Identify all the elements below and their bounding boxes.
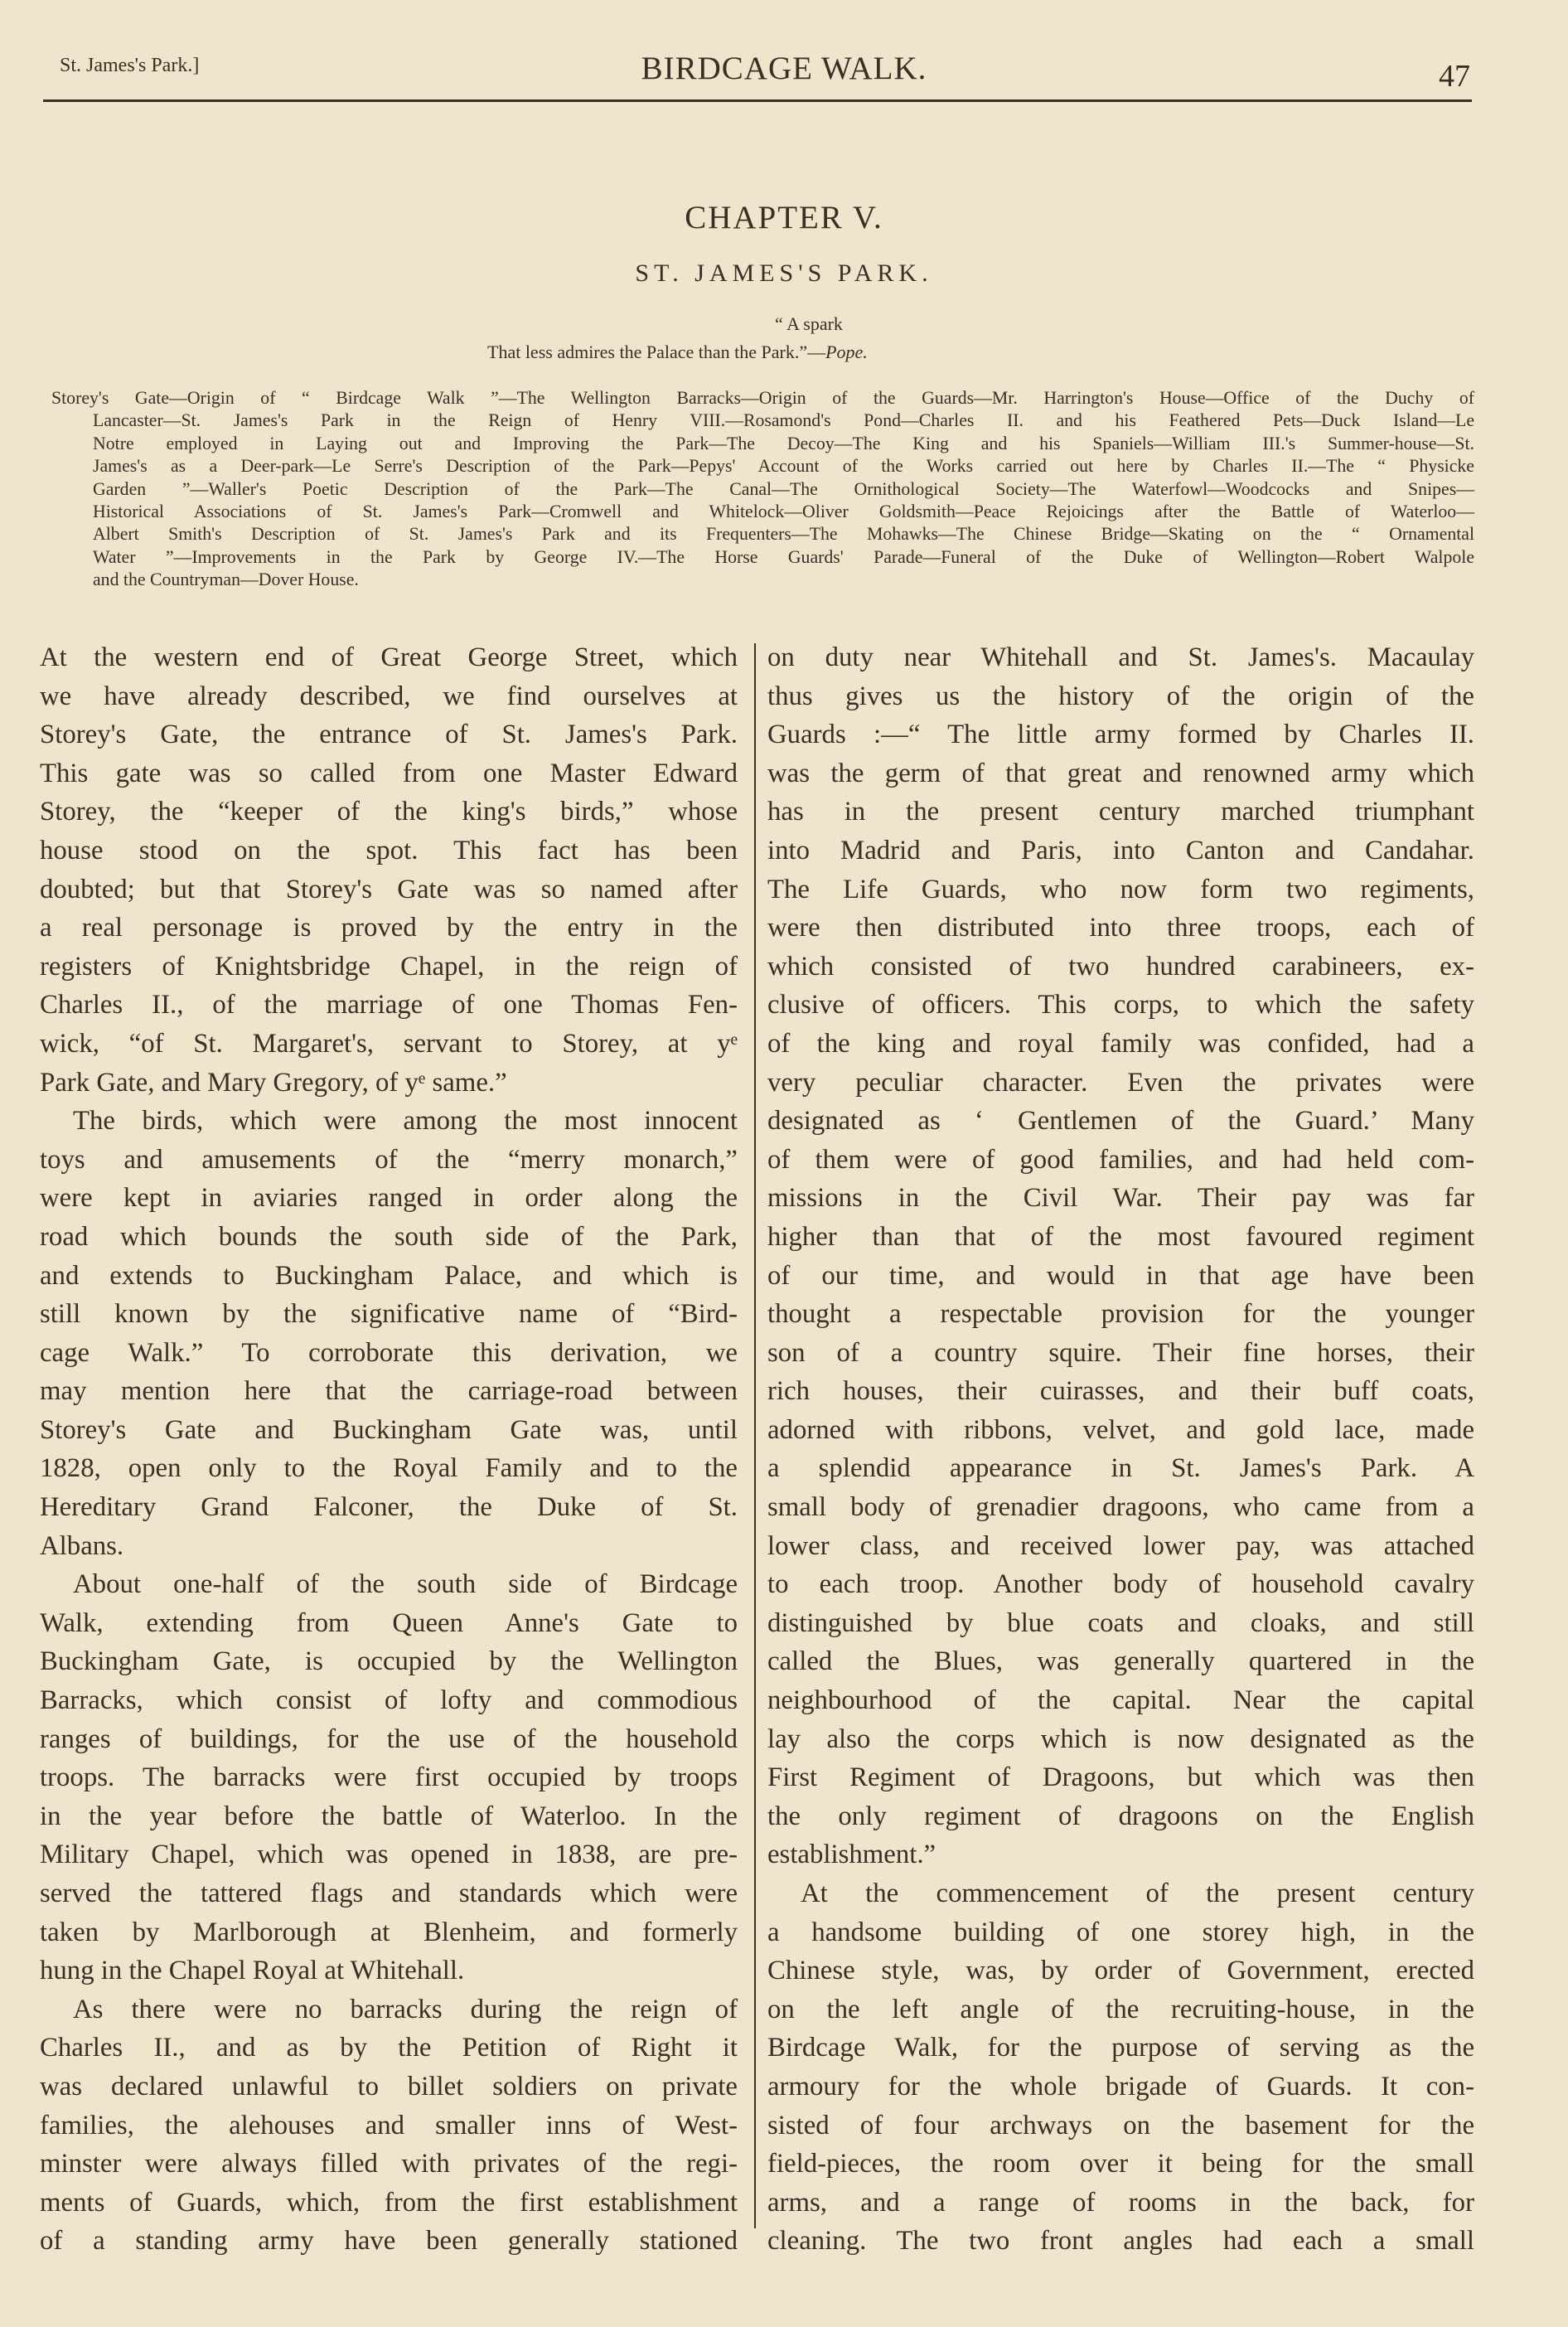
text-line: Military Chapel, which was opened in 1838, are pre- (40, 1840, 738, 1870)
text-line: distinguished by blue coats and cloaks, and still (767, 1607, 1474, 1638)
synopsis-line: Lancaster—St. James's Park in the Reign of Henry VIII.—Rosamond's Pond—Charles II. and his Feathered Pets—Duck Island—Le (93, 410, 1474, 431)
chapter-synopsis (51, 387, 1474, 592)
text-line: were then distributed into three troops, each of (767, 913, 1474, 943)
text-line: Birdcage Walk, for the purpose of serving as the (767, 2033, 1474, 2063)
text-line: sisted of four archways on the basement for the (767, 2110, 1474, 2140)
text-line: armoury for the whole brigade of Guards. It con- (767, 2071, 1474, 2102)
chapter-number: CHAPTER V. (685, 200, 883, 235)
text-line: doubted; but that Storey's Gate was so named after (40, 874, 738, 904)
text-line: hung in the Chapel Royal at Whitehall. (40, 1956, 465, 1986)
text-line: were kept in aviaries ranged in order along the (40, 1183, 738, 1214)
text-line: Storey, the “keeper of the king's birds,” whose (40, 797, 738, 827)
text-line: on the left angle of the recruiting-house, in the (767, 1994, 1474, 2024)
synopsis-line: Garden ”—Waller's Poetic Description of the Park—The Canal—The Ornithological Society—The Waterfowl—Woodcocks and Snipes— (93, 478, 1474, 499)
text-line: the only regiment of dragoons on the English (767, 1801, 1474, 1831)
text-line: establishment.” (767, 1840, 936, 1870)
text-line: Walk, extending from Queen Anne's Gate to (40, 1607, 738, 1638)
text-line: Charles II., and as by the Petition of Right it (40, 2033, 738, 2063)
running-header-section: St. James's Park.] (60, 55, 200, 76)
text-line: Albans. (40, 1530, 124, 1561)
synopsis-line: Notre employed in Laying out and Improving the Park—The Decoy—The King and his Spaniels—William III.'s Summer-house—St. (93, 433, 1474, 453)
text-line: cage Walk.” To corroborate this derivation, we (40, 1337, 738, 1368)
page-number: 47 (1439, 59, 1470, 94)
header-rule (43, 99, 1472, 102)
text-line: Storey's Gate, the entrance of St. James's Park. (40, 720, 738, 750)
text-line: of a standing army have been generally stationed (40, 2226, 738, 2257)
epigraph-line-1: “ A spark (775, 313, 843, 334)
text-line: wick, “of St. Margaret's, servant to Storey, at yᵉ (40, 1028, 738, 1059)
text-line: At the western end of Great George Street, which (40, 642, 738, 672)
text-line: was declared unlawful to billet soldiers on private (40, 2071, 738, 2102)
synopsis-line: Albert Smith's Description of St. James's Park and its Frequenters—The Mohawks—The Chinese Bridge—Skating on the “ Ornamental (93, 524, 1474, 545)
right-column (767, 638, 1474, 2261)
text-line: higher than that of the most favoured regiment (767, 1221, 1474, 1252)
text-line: of them were of good families, and had held com- (767, 1144, 1474, 1175)
text-line: Hereditary Grand Falconer, the Duke of St. (40, 1492, 738, 1523)
text-line: ments of Guards, which, from the first establishment (40, 2187, 738, 2218)
text-line: has in the present century marched triumphant (767, 797, 1474, 827)
text-line: About one-half of the south side of Birdcage (73, 1569, 738, 1600)
text-line: Chinese style, was, by order of Government, erected (767, 1956, 1474, 1986)
text-line: very peculiar character. Even the privates were (767, 1067, 1474, 1098)
synopsis-line: Water ”—Improvements in the Park by George IV.—The Horse Guards' Parade—Funeral of the Duke of Wellington—Robert Walpole (93, 546, 1474, 567)
text-line: thus gives us the history of the origin of the (767, 681, 1474, 711)
text-line: which consisted of two hundred carabineers, ex- (767, 951, 1474, 982)
text-line: in the year before the battle of Waterloo. In the (40, 1801, 738, 1831)
synopsis-line: Storey's Gate—Origin of “ Birdcage Walk ”—The Wellington Barracks—Origin of the Guards—Mr. Harrington's House—Office of the Duchy of (51, 388, 1474, 408)
text-line: As there were no barracks during the reign of (73, 1994, 738, 2024)
text-line: designated as ‘ Gentlemen of the Guard.’ Many (767, 1106, 1474, 1137)
text-line: of our time, and would in that age have been (767, 1260, 1474, 1291)
column-rule (754, 643, 756, 2228)
text-line: small body of grenadier dragoons, who came from a (767, 1492, 1474, 1523)
text-line: a real personage is proved by the entry in the (40, 913, 738, 943)
text-line: a splendid appearance in St. James's Park. A (767, 1453, 1474, 1484)
epigraph-text: That less admires the Palace than the Park.”— (487, 342, 826, 362)
text-line: toys and amusements of the “merry monarch,” (40, 1144, 738, 1175)
text-line: The Life Guards, who now form two regiments, (767, 874, 1474, 904)
text-line: Guards :—“ The little army formed by Charles II. (767, 720, 1474, 750)
text-line: Storey's Gate and Buckingham Gate was, until (40, 1414, 738, 1445)
text-line: arms, and a range of rooms in the back, for (767, 2187, 1474, 2218)
synopsis-line: and the Countryman—Dover House. (93, 570, 359, 590)
synopsis-line: James's as a Deer-park—Le Serre's Description of the Park—Pepys' Account of the Works carried out here by Charles II.—The “ Physicke (93, 456, 1474, 477)
text-line: and extends to Buckingham Palace, and which is (40, 1260, 738, 1291)
text-line: lay also the corps which is now designated as the (767, 1723, 1474, 1754)
text-line: 1828, open only to the Royal Family and to the (40, 1453, 738, 1484)
text-line: Park Gate, and Mary Gregory, of yᵉ same.” (40, 1067, 507, 1098)
text-line: house stood on the spot. This fact has been (40, 835, 738, 865)
text-line: The birds, which were among the most innocent (73, 1106, 738, 1137)
text-line: still known by the significative name of “Bird- (40, 1299, 738, 1330)
epigraph-attribution: Pope. (825, 342, 868, 362)
text-line: Buckingham Gate, is occupied by the Wellington (40, 1646, 738, 1677)
text-line: rich houses, their cuirasses, and their buff coats, (767, 1376, 1474, 1407)
text-line: At the commencement of the present century (801, 1879, 1474, 1908)
text-line: called the Blues, was generally quartered in the (767, 1646, 1474, 1677)
chapter-title: ST. JAMES'S PARK. (635, 259, 933, 287)
text-line: clusive of officers. This corps, to which the safety (767, 990, 1474, 1020)
text-line: thought a respectable provision for the younger (767, 1299, 1474, 1330)
text-line: on duty near Whitehall and St. James's. Macaulay (767, 642, 1474, 672)
text-line: field-pieces, the room over it being for the small (767, 2149, 1474, 2179)
text-line: troops. The barracks were first occupied by troops (40, 1762, 738, 1793)
text-line: minster were always filled with privates of the regi- (40, 2149, 738, 2179)
epigraph-line-2 (487, 342, 868, 363)
text-line: cleaning. The two front angles had each a small (767, 2226, 1474, 2257)
text-line: son of a country squire. Their fine horses, their (767, 1337, 1474, 1368)
text-line: served the tattered flags and standards which were (40, 1879, 738, 1908)
text-line: of the king and royal family was confided, had a (767, 1028, 1474, 1059)
synopsis-line: Historical Associations of St. James's Park—Cromwell and Whitelock—Oliver Goldsmith—Peace Rejoicings after the Battle of Waterloo— (93, 502, 1474, 522)
text-line: taken by Marlborough at Blenheim, and formerly (40, 1917, 738, 1947)
text-line: Barracks, which consist of lofty and commodious (40, 1685, 738, 1716)
text-line: we have already described, we find ourselves at (40, 681, 738, 711)
text-line: adorned with ribbons, velvet, and gold lace, made (767, 1414, 1474, 1445)
text-line: This gate was so called from one Master Edward (40, 758, 738, 788)
text-line: neighbourhood of the capital. Near the capital (767, 1685, 1474, 1716)
text-line: registers of Knightsbridge Chapel, in the reign of (40, 951, 738, 982)
text-line: families, the alehouses and smaller inns of West- (40, 2110, 738, 2140)
running-header-title: BIRDCAGE WALK. (641, 51, 927, 86)
text-line: Charles II., of the marriage of one Thomas Fen- (40, 990, 738, 1020)
text-line: into Madrid and Paris, into Canton and Candahar. (767, 835, 1474, 865)
text-line: road which bounds the south side of the Park, (40, 1221, 738, 1252)
text-line: was the germ of that great and renowned army which (767, 758, 1474, 788)
text-line: missions in the Civil War. Their pay was far (767, 1183, 1474, 1214)
text-line: First Regiment of Dragoons, but which was then (767, 1762, 1474, 1793)
text-line: may mention here that the carriage-road between (40, 1376, 738, 1407)
text-line: ranges of buildings, for the use of the household (40, 1723, 738, 1754)
text-line: a handsome building of one storey high, in the (767, 1917, 1474, 1947)
left-column (40, 638, 738, 2261)
text-line: lower class, and received lower pay, was attached (767, 1530, 1474, 1561)
text-line: to each troop. Another body of household cavalry (767, 1569, 1474, 1600)
